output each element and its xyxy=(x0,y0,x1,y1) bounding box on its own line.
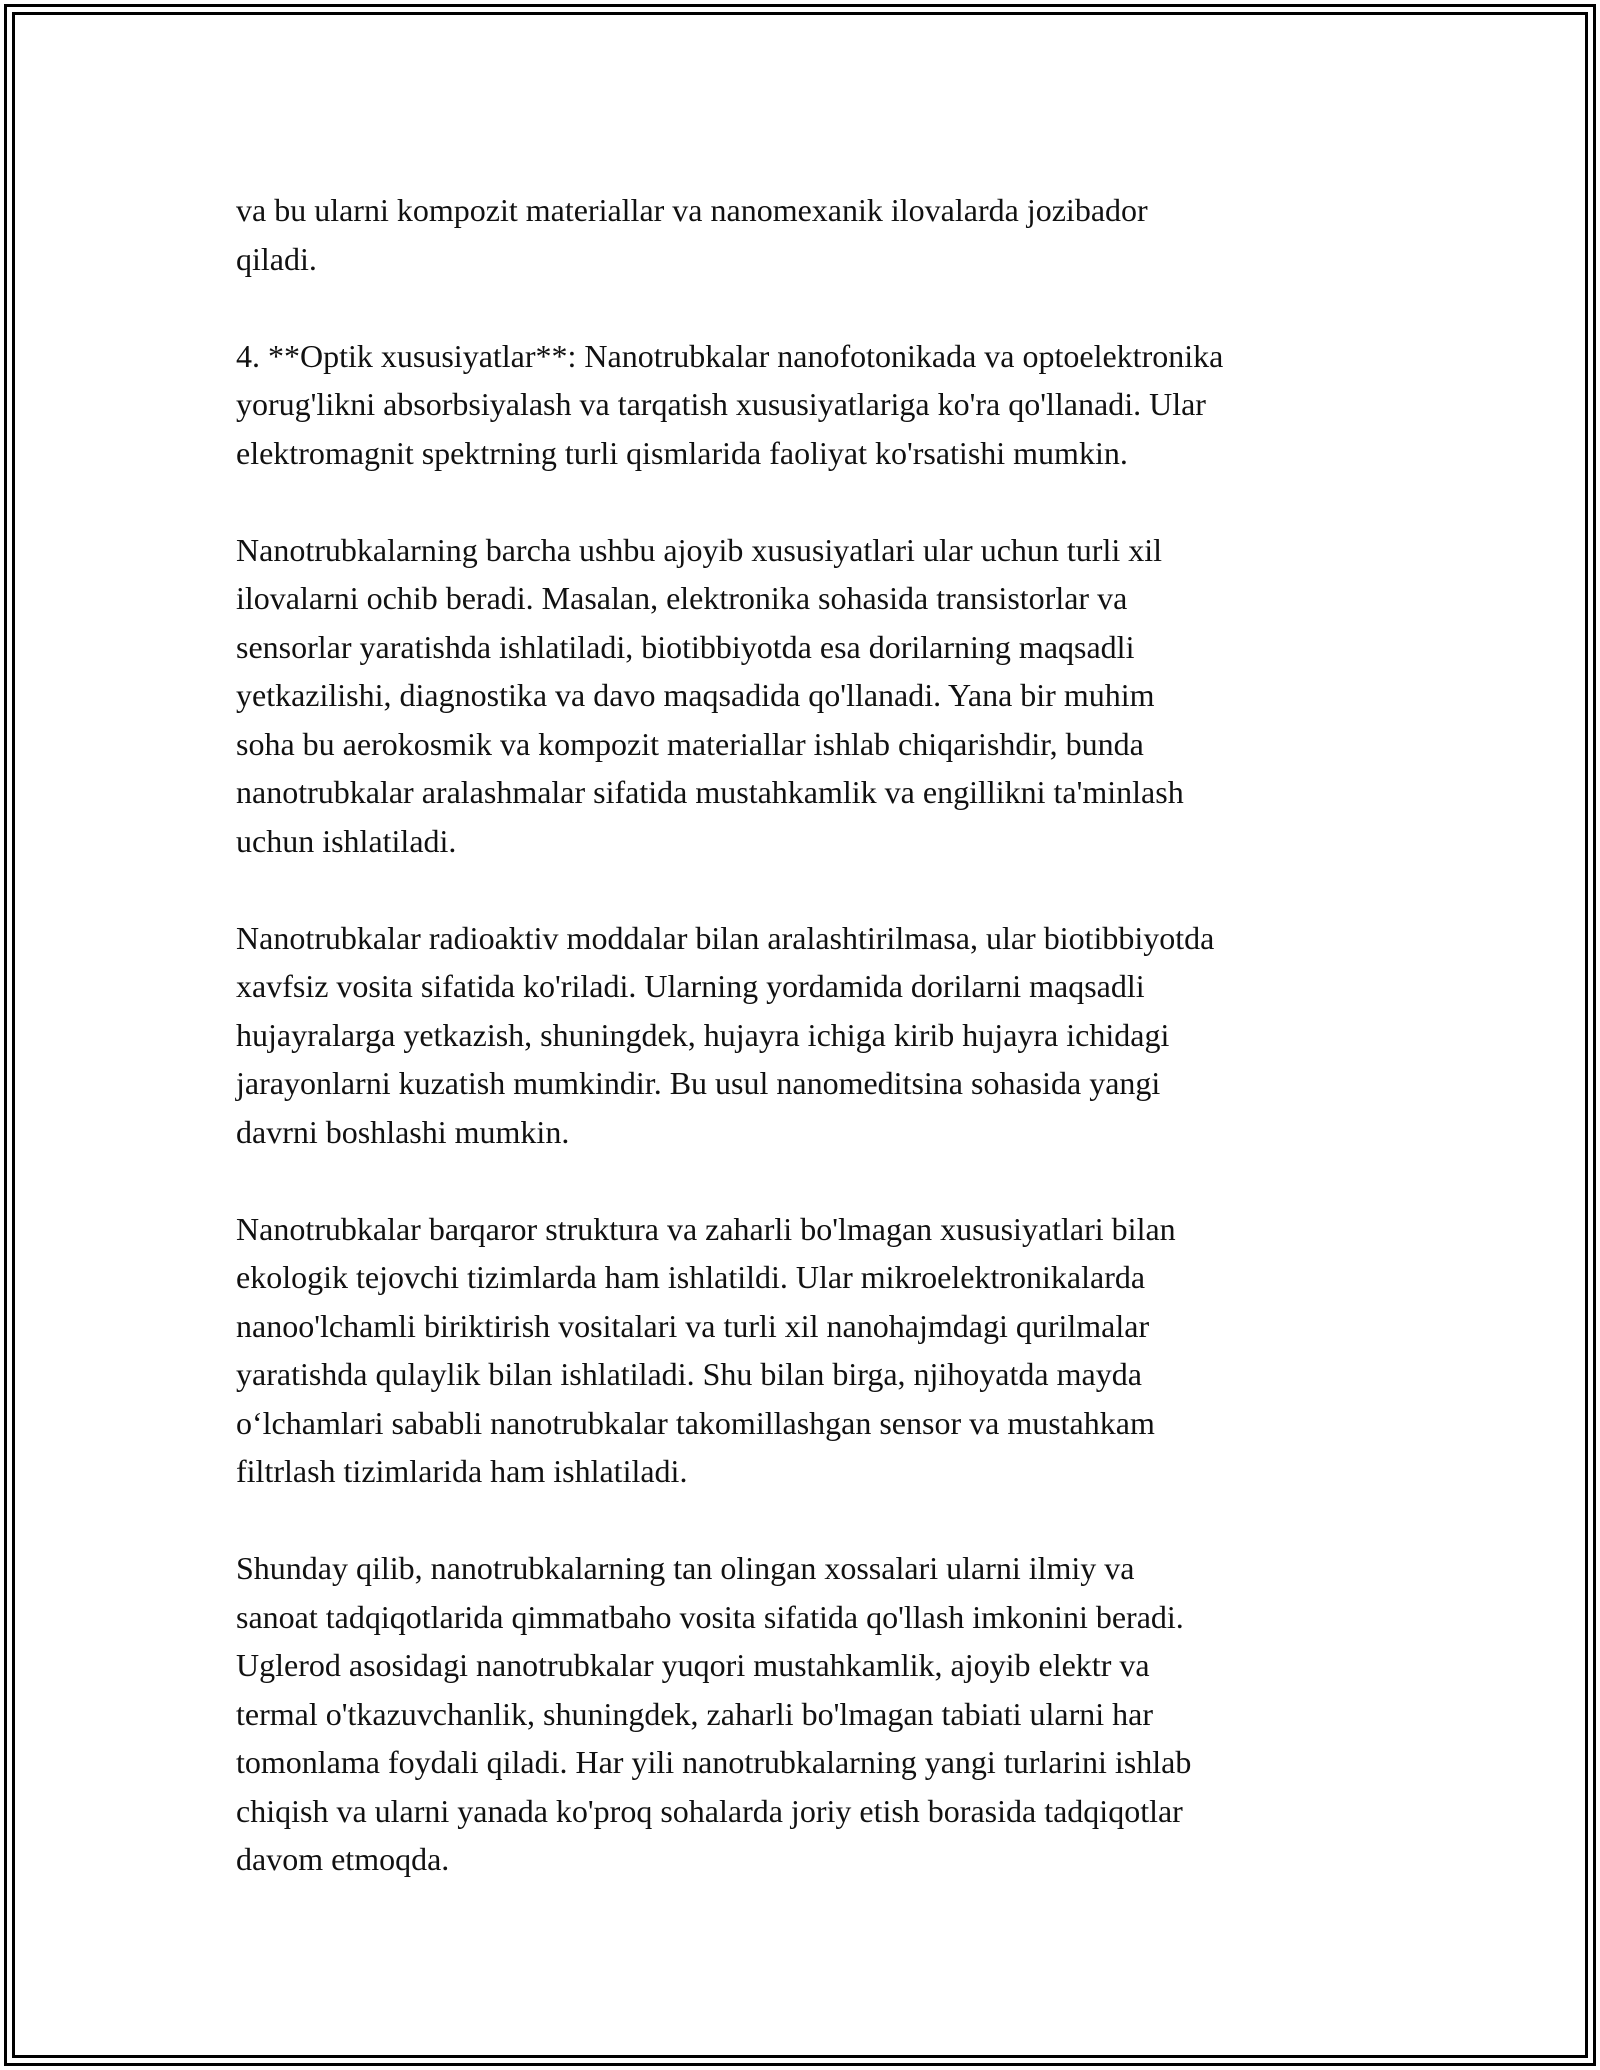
text-line: o‘lchamlari sababli nanotrubkalar takomillashgan sensor va mustahkam xyxy=(236,1404,1155,1441)
text-line: Nanotrubkalar radioaktiv moddalar bilan aralashtirilmasa, ular biotibbiyotda xyxy=(236,919,1215,956)
text-line: jarayonlarni kuzatish mumkindir. Bu usul nanomeditsina sohasida yangi xyxy=(236,1065,1161,1101)
text-line: ekologik tejovchi tizimlarda ham ishlatildi. Ular mikroelektronikalarda xyxy=(236,1259,1146,1295)
text-line: qiladi. xyxy=(236,240,317,277)
text-line: Nanotrubkalarning barcha ushbu ajoyib xususiyatlari ular uchun turli xil xyxy=(236,531,1162,568)
text-line: tomonlama foydali qiladi. Har yili nanotrubkalarning yangi turlarini ishlab xyxy=(236,1744,1192,1780)
text-line: Shunday qilib, nanotrubkalarning tan olingan xossalari ularni ilmiy va xyxy=(236,1550,1135,1586)
text-line: ilovalarni ochib beradi. Masalan, elektronika sohasida transistorlar va xyxy=(236,580,1128,616)
text-line: Uglerod asosidagi nanotrubkalar yuqori mustahkamlik, ajoyib elektr va xyxy=(236,1647,1150,1683)
text-line: filtrlash tizimlarida ham ishlatiladi. xyxy=(236,1453,688,1489)
text-line: sanoat tadqiqotlarida qimmatbaho vosita sifatida qo'llash imkonini beradi. xyxy=(236,1598,1184,1635)
text-line: yaratishda qulaylik bilan ishlatiladi. Shu bilan birga, njihoyatda mayda xyxy=(236,1356,1142,1392)
text-line: xavfsiz vosita sifatida ko'riladi. Ularning yordamida dorilarni maqsadli xyxy=(236,968,1145,1004)
text-line: yorug'likni absorbsiyalash va tarqatish xususiyatlariga ko'ra qo'llanadi. Ular xyxy=(236,386,1206,422)
text-line: yetkazilishi, diagnostika va davo maqsadida qo'llanadi. Yana bir muhim xyxy=(236,677,1155,713)
document-body xyxy=(236,186,1386,1932)
text-line: 4. **Optik xususiyatlar**: Nanotrubkalar nanofotonikada va optoelektronika xyxy=(236,337,1224,374)
text-line: soha bu aerokosmik va kompozit materiallar ishlab chiqarishdir, bunda xyxy=(236,725,1144,762)
text-line: nanoo'lchamli biriktirish vositalari va turli xil nanohajmdagi qurilmalar xyxy=(236,1307,1150,1344)
text-line: hujayralarga yetkazish, shuningdek, hujayra ichiga kirib hujayra ichidagi xyxy=(236,1016,1170,1053)
text-line: Nanotrubkalar barqaror struktura va zaharli bo'lmagan xususiyatlari bilan xyxy=(236,1210,1176,1247)
text-line: uchun ishlatiladi. xyxy=(236,822,457,859)
text-line: davom etmoqda. xyxy=(236,1841,450,1877)
text-line: termal o'tkazuvchanlik, shuningdek, zaharli bo'lmagan tabiati ularni har xyxy=(236,1695,1153,1732)
paragraph xyxy=(236,332,1386,478)
text-line: davrni boshlashi mumkin. xyxy=(236,1113,570,1150)
text-line: elektromagnit spektrning turli qismlarida faoliyat ko'rsatishi mumkin. xyxy=(236,434,1128,471)
paragraph xyxy=(236,914,1386,1157)
text-line: chiqish va ularni yanada ko'proq sohalarda joriy etish borasida tadqiqotlar xyxy=(236,1792,1183,1829)
paragraph xyxy=(236,186,1386,283)
text-line: nanotrubkalar aralashmalar sifatida mustahkamlik va engillikni ta'minlash xyxy=(236,774,1184,810)
text-line: sensorlar yaratishda ishlatiladi, biotibbiyotda esa dorilarning maqsadli xyxy=(236,628,1135,665)
paragraph xyxy=(236,1205,1386,1496)
paragraph xyxy=(236,1544,1386,1884)
text-line: va bu ularni kompozit materiallar va nanomexanik ilovalarda jozibador xyxy=(236,192,1148,228)
paragraph xyxy=(236,526,1386,866)
